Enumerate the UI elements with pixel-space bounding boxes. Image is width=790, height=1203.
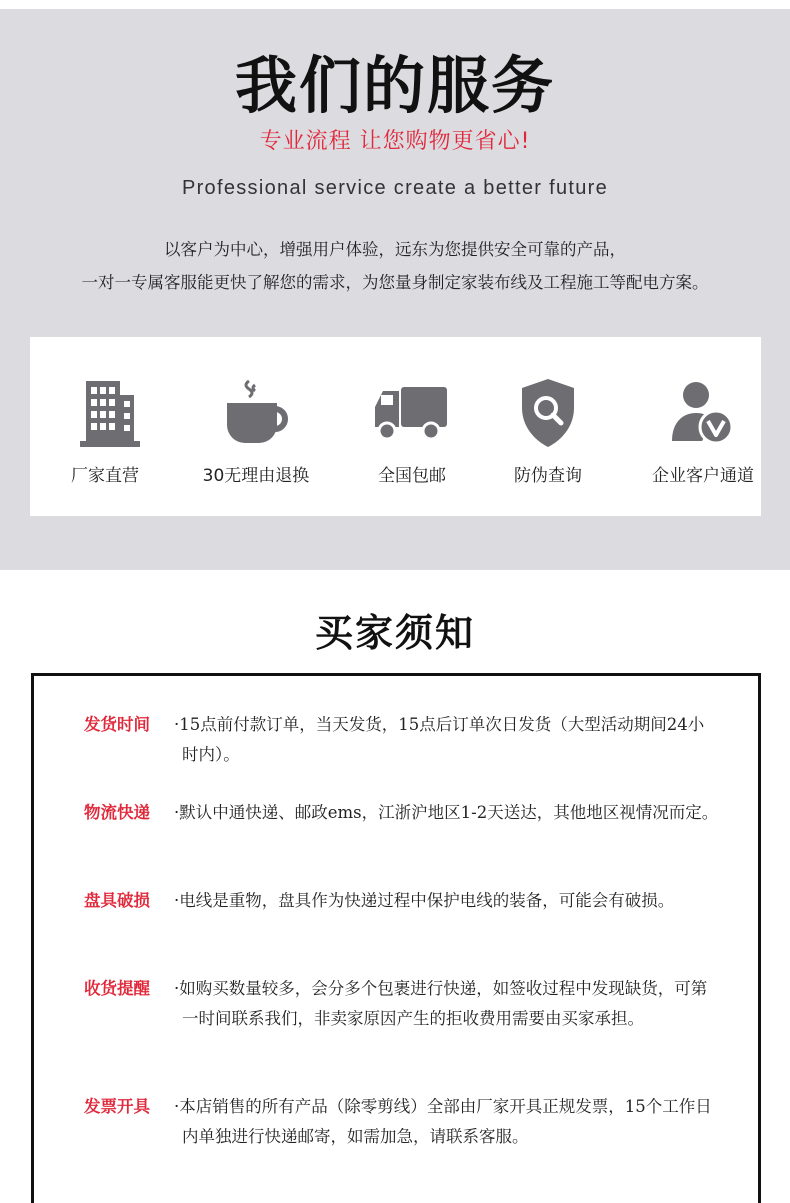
page-subtitle: 专业流程 让您购物更省心!: [259, 129, 531, 154]
notice-text: ·默认中通快递、邮政ems，江浙沪地区1-2天送达，其他地区视情况而定。: [174, 803, 719, 822]
page-title: 我们的服务: [234, 49, 555, 122]
notice-title: 买家须知: [314, 611, 475, 655]
english-slogan: Professional service create a better future: [181, 177, 609, 199]
coffee-cup-icon: [211, 377, 301, 449]
service-label: 全国包邮: [378, 466, 446, 486]
notice-text: ·15点前付款订单，当天发货，15点后订单次日发货（大型活动期间24小时内）。: [174, 715, 705, 764]
notice-label: 物流快递: [84, 803, 150, 822]
service-anti-counterfeit: [473, 377, 623, 486]
service-enterprise: [628, 377, 778, 486]
delivery-truck-icon: [367, 377, 457, 449]
description-line-2: 一对一专属客服能更快了解您的需求，为您量身制定家装布线及工程施工等配电方案。: [81, 273, 709, 292]
service-free-shipping: [337, 377, 487, 486]
user-vip-icon: [658, 377, 748, 449]
notice-text: ·如购买数量较多，会分多个包裹进行快递，如签收过程中发现缺货，可第一时间联系我们，非卖家原因产生的拒收费用需要由买家承担。: [174, 979, 708, 1028]
shield-search-icon: [503, 377, 593, 449]
service-factory-direct: [30, 377, 180, 486]
notice-label: 收货提醒: [84, 979, 150, 998]
service-label: 30无理由退换: [202, 466, 310, 486]
description-line-1: 以客户为中心，增强用户体验，远东为您提供安全可靠的产品，: [164, 240, 626, 259]
notice-text: ·电线是重物，盘具作为快递过程中保护电线的装备，可能会有破损。: [174, 891, 675, 910]
service-label: 厂家直营: [71, 466, 139, 486]
factory-building-icon: [60, 377, 150, 449]
service-label: 企业客户通道: [652, 466, 754, 486]
notice-label: 发票开具: [84, 1097, 150, 1116]
service-return: [181, 377, 331, 486]
notice-label: 发货时间: [84, 715, 150, 734]
notice-text: ·本店销售的所有产品（除零剪线）全部由厂家开具正规发票，15个工作日内单独进行快递邮寄，如需加急，请联系客服。: [174, 1097, 712, 1146]
service-label: 防伪查询: [514, 466, 582, 486]
service-card: [30, 337, 761, 516]
notice-box: [31, 673, 761, 1203]
notice-label: 盘具破损: [84, 891, 150, 910]
